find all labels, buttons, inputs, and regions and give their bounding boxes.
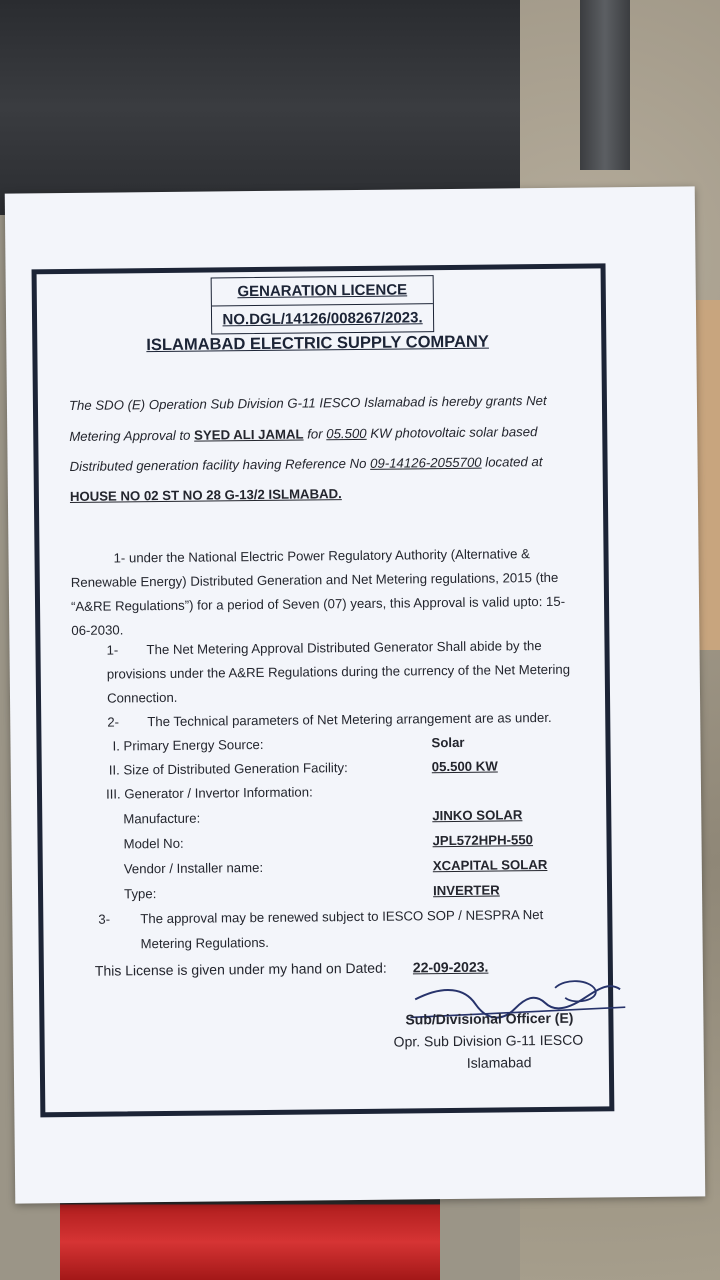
param-label: Type: (123, 886, 157, 902)
para1-line-2: Renewable Energy) Distributed Generation and Net Metering regulations, 2015 (the (70, 569, 559, 590)
motorbike-handle (580, 0, 630, 170)
motorbike-seat (0, 0, 540, 215)
param-value-type: INVERTER (432, 882, 500, 899)
item1-line-3: Connection. (106, 689, 178, 706)
address: HOUSE NO 02 ST NO 28 G-13/2 ISLMABAD. (69, 486, 342, 504)
intro-line-1: The SDO (E) Operation Sub Division G-11 IESCO Islamabad is hereby grants Net (68, 392, 547, 413)
item2-number: 2- (107, 714, 120, 730)
issue-date: 22-09-2023. (412, 958, 489, 976)
licence-number: NO.DGL/14126/008267/2023. (212, 303, 433, 333)
item1-line-1: The Net Metering Approval Distributed Generator Shall abide by the (146, 638, 542, 658)
signatory-title: Sub/Divisional Officer (E) (405, 1009, 574, 1028)
para1-line-1: 1- under the National Electric Power Regulatory Authority (Alternative & (113, 546, 530, 566)
licence-header-box (211, 275, 435, 334)
item3-line-1: The approval may be renewed subject to IESCO SOP / NESPRA Net (140, 907, 544, 927)
param-label: Vendor / Installer name: (123, 859, 264, 877)
item2-text: The Technical parameters of Net Metering arrangement are as under. (147, 709, 552, 730)
licence-title: GENARATION LICENCE (237, 281, 408, 301)
item1-number: 1- (106, 642, 119, 658)
param-value-model: JPL572HPH-550 (432, 832, 534, 849)
param-value-energy-source: Solar (431, 734, 465, 751)
para1-line-3: “A&RE Regulations”) for a period of Seven (07) years, this Approval is valid upto: 15- (70, 593, 566, 614)
param-label: I. Primary Energy Source: (112, 736, 264, 754)
licence-document (5, 186, 706, 1203)
intro-line-3: Distributed generation facility having Reference No 09-14126-2055700 located at (69, 454, 543, 474)
item1-line-2: provisions under the A&RE Regulations during the currency of the Net Metering (106, 661, 571, 682)
param-value-manufacturer: JINKO SOLAR (432, 807, 523, 824)
capacity-value: 05.500 (326, 425, 367, 442)
item3-line-2: Metering Regulations. (140, 934, 269, 952)
grantee-name: SYED ALI JAMAL (194, 426, 304, 443)
param-label: III. Generator / Invertor Information: (105, 784, 313, 802)
para1-line-4: 06-2030. (71, 622, 124, 638)
company-name: ISLAMABAD ELECTRIC SUPPLY COMPANY (146, 332, 489, 355)
signature (405, 977, 631, 1039)
item3-number: 3- (98, 911, 111, 927)
signatory-office: Opr. Sub Division G-11 IESCO (393, 1031, 584, 1050)
param-label: Manufacture: (123, 810, 201, 827)
param-value-size: 05.500 KW (431, 758, 498, 775)
intro-line-2: Metering Approval to SYED ALI JAMAL for 05.500 KW photovoltaic solar based (69, 424, 538, 444)
param-value-vendor: XCAPITAL SOLAR (432, 856, 548, 874)
param-label: II. Size of Distributed Generation Facility: (108, 760, 348, 778)
dated-label: This License is given under my hand on Dated: (94, 959, 387, 979)
reference-number: 09-14126-2055700 (370, 454, 482, 471)
param-label: Model No: (123, 835, 184, 852)
signatory-city: Islamabad (466, 1054, 532, 1071)
